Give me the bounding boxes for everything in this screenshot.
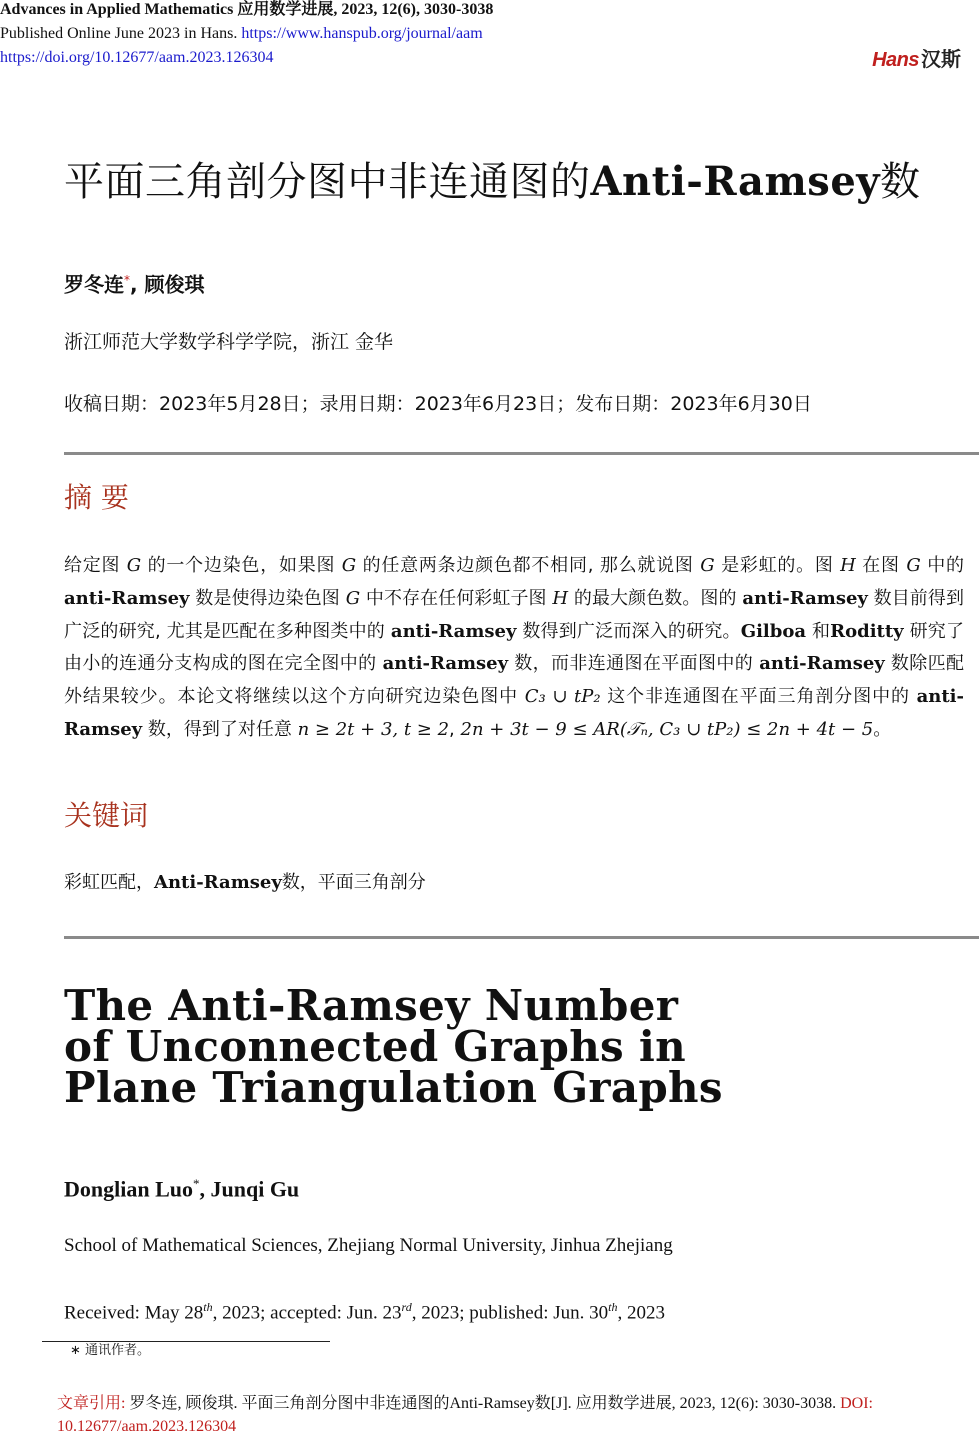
math-graph: C₃ ∪ tP₂ (524, 686, 601, 708)
abstract-fragment: 和 (811, 620, 831, 642)
term-anti-ramsey: anti-Ramsey (390, 620, 517, 642)
published-text: Published Online June 2023 in Hans. (0, 25, 238, 42)
published-line (0, 24, 483, 44)
keywords-heading: 关键词 (64, 799, 149, 832)
published-date: , 2023; published: Jun. 30 (411, 1302, 609, 1324)
abstract-fragment: 。 (873, 718, 892, 740)
dates-cn: 收稿日期：2023年5月28日；录用日期：2023年6月23日；发布日期：2023年6月30日 (64, 393, 812, 415)
math-symbol: H (840, 555, 856, 576)
corresponding-marker: * (193, 1176, 200, 1191)
author-name: Donglian Luo (64, 1176, 193, 1202)
abstract-fragment: 数，而非连通图在平面图中的 (514, 653, 754, 675)
received-date: Received: May 28 (64, 1302, 204, 1324)
abstract-fragment: , (449, 718, 455, 740)
math-symbol: G (700, 555, 715, 576)
abstract-fragment: 的最大颜色数。图的 (573, 587, 737, 609)
term-anti-ramsey: anti-Ramsey (64, 686, 964, 740)
accepted-date: , 2023; accepted: Jun. 23 (212, 1302, 402, 1324)
citation-text: 罗冬连, 顾俊琪. 平面三角剖分图中非连通图的Anti-Ramsey数[J]. 应用数学进展, 2023, 12(6): 3030-3038. (129, 1395, 837, 1412)
footnote-text: 通讯作者。 (85, 1343, 151, 1358)
author-roditty: Roditty (830, 620, 904, 642)
keywords-cn (64, 869, 426, 897)
citation-label: 文章引用: (57, 1395, 126, 1412)
math-bound: 2n + 3t − 9 ≤ AR(𝒯ₙ, C₃ ∪ tP₂) ≤ 2n + 4t − 5 (460, 718, 874, 740)
author-names-rest: , 顾俊琪 (130, 272, 205, 297)
hans-logo (872, 43, 961, 72)
logo-text-en: Hans (872, 49, 919, 71)
citation-block (57, 1392, 937, 1438)
keyword-anti-ramsey: Anti-Ramsey (154, 872, 282, 893)
abstract-fragment: 的任意两条边颜色都不相同, 那么就说图 (362, 555, 694, 576)
footnote-marker: ∗ (70, 1343, 81, 1358)
abstract-fragment: 这个非连通图在平面三角剖分图中的 (607, 686, 910, 708)
abstract-fragment: 中的 (927, 555, 964, 576)
math-condition: n ≥ 2t + 3, t ≥ 2 (297, 718, 450, 740)
abstract-fragment: 在图 (862, 555, 900, 576)
abstract-fragment: 数，得到了对任意 (147, 718, 292, 740)
ordinal-suffix: rd (401, 1300, 412, 1314)
abstract-heading: 摘 要 (64, 481, 129, 514)
journal-header: Advances in Applied Mathematics 应用数学进展, 2023, 12(6), 3030-3038 (0, 1, 494, 18)
abstract-fragment: 是彩虹的。图 (721, 555, 834, 576)
term-anti-ramsey: anti-Ramsey (759, 653, 885, 675)
term-anti-ramsey: anti-Ramsey (742, 587, 868, 609)
math-symbol: G (126, 555, 142, 576)
keyword: 彩虹匹配， (64, 872, 154, 893)
affiliation-cn: 浙江师范大学数学科学学院，浙江 金华 (64, 331, 394, 353)
abstract-fragment: 给定图 (64, 555, 121, 576)
logo-text-cn: 汉斯 (921, 49, 961, 71)
dates-en (64, 1293, 665, 1327)
math-symbol: G (906, 555, 921, 576)
journal-url-link[interactable]: https://www.hanspub.org/journal/aam (241, 25, 483, 42)
section-divider (64, 936, 979, 939)
citation-doi-link[interactable]: DOI: 10.12677/aam.2023.126304 (57, 1395, 873, 1435)
year: , 2023 (617, 1302, 665, 1324)
math-symbol: G (345, 587, 361, 609)
footnote (70, 1342, 150, 1360)
math-symbol: G (341, 555, 357, 576)
author-gilboa: Gilboa (740, 620, 807, 642)
author-names-rest: , Junqi Gu (199, 1176, 300, 1202)
authors-cn (64, 266, 205, 299)
doi-link[interactable]: https://doi.org/10.12677/aam.2023.126304 (0, 49, 274, 66)
corresponding-marker: * (124, 273, 130, 287)
paper-title-cn (64, 156, 921, 208)
title-line: of Unconnected Graphs in (64, 1022, 687, 1071)
paper-title-en (64, 981, 764, 1112)
keyword: 数，平面三角剖分 (281, 872, 426, 893)
term-anti-ramsey: anti-Ramsey (382, 653, 509, 675)
abstract-fragment: 数得到广泛而深入的研究。 (522, 620, 741, 642)
math-symbol: H (552, 587, 569, 609)
section-divider (64, 452, 979, 455)
author-name: 罗冬连 (64, 272, 124, 297)
term-anti-ramsey: anti-Ramsey (64, 587, 190, 609)
abstract-fragment: 数除匹配外结果较少。本论文将继续以这个方向研究边染色图中 (64, 653, 964, 708)
abstract-fragment: 数是使得边染色图 (195, 587, 340, 609)
authors-en (64, 1170, 299, 1203)
title-cn-end: 数 (880, 159, 921, 205)
abstract-fragment: 数目前得到广泛的研究, 尤其是匹配在多种图类中的 (64, 587, 964, 642)
abstract-fragment: 中不存在任何彩虹子图 (365, 587, 547, 609)
abstract-fragment: 的一个边染色，如果图 (147, 555, 336, 576)
title-line: Plane Triangulation Graphs (64, 1063, 723, 1112)
title-en-part: Anti-Ramsey (590, 158, 881, 205)
ordinal-suffix: th (203, 1300, 213, 1314)
ordinal-suffix: th (608, 1300, 618, 1314)
affiliation-en: School of Mathematical Sciences, Zhejiang Normal University, Jinhua Zhejiang (64, 1235, 673, 1256)
title-cn-part: 平面三角剖分图中非连通图的 (64, 159, 591, 205)
abstract-text (64, 550, 964, 747)
abstract-fragment: 研究了由小的连通分支构成的图在完全图中的 (64, 620, 964, 675)
title-line: The Anti-Ramsey Number (64, 981, 679, 1030)
